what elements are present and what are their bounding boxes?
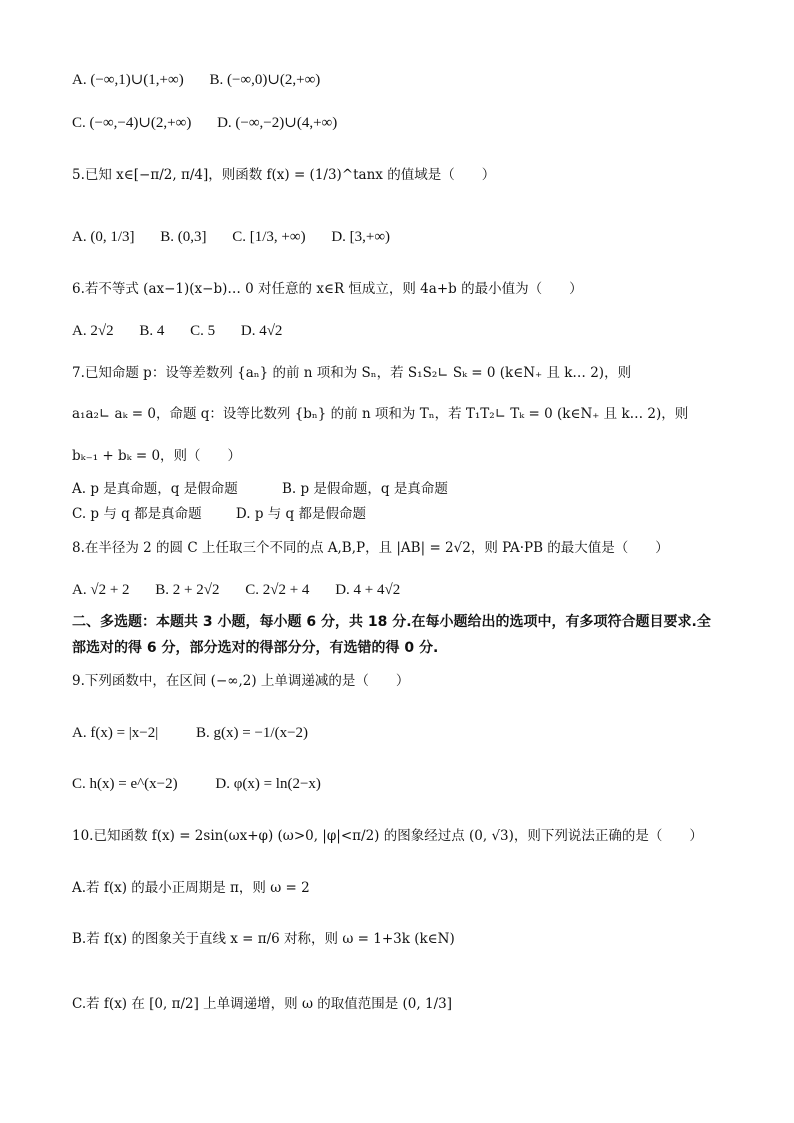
q5-option-b: B. (0,3] <box>160 229 207 245</box>
q8-option-d: D. 4 + 4√2 <box>335 582 401 598</box>
q5-stem: 5.已知 x∈[−π/2, π/4]，则函数 f(x) = (1/3)^tanx 的值域是（ ） <box>72 167 496 183</box>
q9-option-c: C. h(x) = e^(x−2) <box>72 776 178 792</box>
q6-option-c: C. 5 <box>190 323 216 339</box>
section-2-heading: 二、多选题：本题共 3 小题，每小题 6 分，共 18 分.在每小题给出的选项中，有多项符合题目要求.全部选对的得 6 分，部分选对的得部分分，有选错的得 0 分. <box>72 614 711 656</box>
q4-option-b: B. (−∞,0)∪(2,+∞) <box>209 72 321 88</box>
q8-options <box>72 579 422 601</box>
q7-options-row-1 <box>72 478 470 500</box>
q10-option-c: C.若 f(x) 在 [0, π/2] 上单调递增，则 ω 的取值范围是 (0, 1/3] <box>72 996 452 1012</box>
q4-option-d: D. (−∞,−2)∪(4,+∞) <box>217 115 338 131</box>
q6-option-d: D. 4√2 <box>240 323 283 339</box>
q6-stem: 6.若不等式 (ax−1)(x−b)… 0 对任意的 x∈R 恒成立，则 4a+b 的最小值为（ ） <box>72 281 583 297</box>
q9-options-row-1 <box>72 722 330 744</box>
q7-line-2: a₁a₂∟ aₖ = 0，命题 q：设等比数列 {bₙ} 的前 n 项和为 Tₙ，若 T₁T₂∟ Tₖ = 0 (k∈N₊ 且 k… 2)，则 <box>72 406 689 422</box>
q4-options-row-1 <box>72 69 342 91</box>
q9-option-d: D. φ(x) = ln(2−x) <box>215 776 321 792</box>
q7-options-row-2 <box>72 503 388 525</box>
q4-option-c: C. (−∞,−4)∪(2,+∞) <box>72 115 192 131</box>
q8-option-b: B. 2 + 2√2 <box>155 582 220 598</box>
q7-option-a: A. p 是真命题，q 是假命题 <box>72 481 238 497</box>
q6-options <box>72 320 304 342</box>
q8-option-c: C. 2√2 + 4 <box>245 582 310 598</box>
q8-stem: 8.在半径为 2 的圆 C 上任取三个不同的点 A,B,P，且 |AB| = 2√2，则 PA·PB 的最大值是（ ） <box>72 540 669 556</box>
q9-option-a: A. f(x) = |x−2| <box>72 725 159 741</box>
q7-option-c: C. p 与 q 都是真命题 <box>72 506 202 522</box>
q5-option-a: A. (0, 1/3] <box>72 229 135 245</box>
q4-options-row-2 <box>72 112 359 134</box>
q7-line-3: bₖ₋₁ + bₖ = 0，则（ ） <box>72 448 242 464</box>
q8-option-a: A. √2 + 2 <box>72 582 130 598</box>
q6-option-a: A. 2√2 <box>72 323 114 339</box>
q9-stem: 9.下列函数中，在区间 (−∞,2) 上单调递减的是（ ） <box>72 673 410 689</box>
q7-line-1: 7.已知命题 p：设等差数列 {aₙ} 的前 n 项和为 Sₙ，若 S₁S₂∟ Sₖ = 0 (k∈N₊ 且 k… 2)，则 <box>72 365 632 381</box>
q10-stem: 10.已知函数 f(x) = 2sin(ωx+φ) (ω>0, |φ|<π/2) 的图象经过点 (0, √3)，则下列说法正确的是（ ） <box>72 828 703 844</box>
q5-option-d: D. [3,+∞) <box>331 229 391 245</box>
q7-option-d: D. p 与 q 都是假命题 <box>235 506 366 522</box>
q9-option-b: B. g(x) = −1/(x−2) <box>196 725 309 741</box>
q5-options <box>72 226 412 248</box>
q9-options-row-2 <box>72 773 343 795</box>
q4-option-a: A. (−∞,1)∪(1,+∞) <box>72 72 184 88</box>
q7-option-b: B. p 是假命题，q 是真命题 <box>282 481 448 497</box>
q10-option-a: A.若 f(x) 的最小正周期是 π，则 ω = 2 <box>72 880 310 896</box>
q5-option-c: C. [1/3, +∞) <box>232 229 306 245</box>
q10-option-b: B.若 f(x) 的图象关于直线 x = π/6 对称，则 ω = 1+3k (k∈N) <box>72 931 455 947</box>
q6-option-b: B. 4 <box>139 323 165 339</box>
